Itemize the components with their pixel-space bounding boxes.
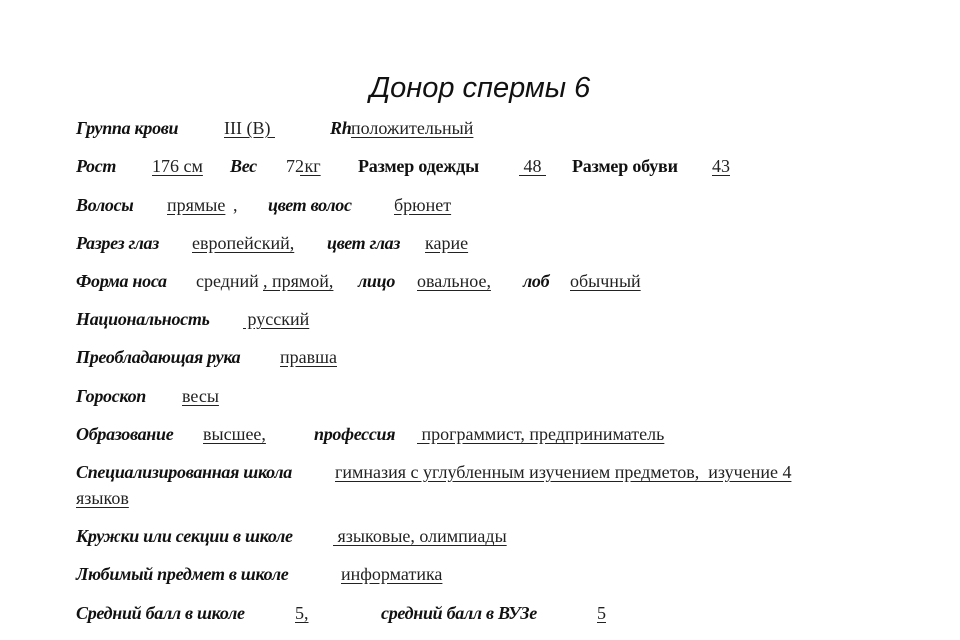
- field-label: Гороскоп: [76, 386, 146, 406]
- field-value: 72: [286, 156, 304, 176]
- field-value: языковые, олимпиады: [333, 526, 507, 546]
- field-value: брюнет: [394, 195, 452, 215]
- field-value: гимназия с углубленным изучением предметов, изучение 4: [335, 462, 792, 482]
- field-label: Вес: [230, 156, 257, 176]
- field-value: 5,: [295, 603, 309, 623]
- field-label: Средний балл в школе: [76, 603, 245, 623]
- field-value: информатика: [341, 564, 443, 584]
- field-value: III (B): [224, 118, 275, 138]
- field-label: Волосы: [76, 195, 134, 215]
- field-label: цвет волос: [268, 195, 352, 215]
- field-label: Любимый предмет в школе: [76, 564, 289, 584]
- field-label: Размер одежды: [358, 156, 479, 176]
- field-value: европейский,: [192, 233, 295, 253]
- field-value: 48: [519, 156, 546, 176]
- field-label: средний балл в ВУЗе: [381, 603, 537, 623]
- field-label: лоб: [523, 271, 550, 291]
- field-label: Образование: [76, 424, 174, 444]
- document-title: Донор спермы 6: [369, 72, 591, 104]
- field-value: 5: [597, 603, 606, 623]
- field-value: кг: [300, 156, 321, 176]
- field-value: программист, предприниматель: [417, 424, 665, 444]
- field-value: , прямой,: [263, 271, 334, 291]
- field-label: цвет глаз: [327, 233, 401, 253]
- field-label: лицо: [358, 271, 396, 291]
- field-label: Rh: [330, 118, 352, 138]
- field-label: Группа крови: [76, 118, 179, 138]
- field-label: Разрез глаз: [76, 233, 159, 253]
- field-value: прямые: [167, 195, 226, 215]
- field-label: Преобладающая рука: [76, 347, 241, 367]
- field-value: высшее,: [203, 424, 266, 444]
- field-value: 176 см: [152, 156, 203, 176]
- field-label: Форма носа: [76, 271, 167, 291]
- field-value: обычный: [570, 271, 641, 291]
- field-value: весы: [182, 386, 219, 406]
- field-value: карие: [425, 233, 469, 253]
- field-value: языков: [76, 488, 129, 508]
- field-value: ,: [233, 195, 238, 215]
- field-value: средний: [196, 271, 259, 291]
- field-value: правша: [280, 347, 337, 367]
- field-label: Национальность: [76, 309, 210, 329]
- field-value: положительный: [351, 118, 474, 138]
- field-value: овальное,: [417, 271, 491, 291]
- field-label: Рост: [76, 156, 117, 176]
- field-label: Размер обуви: [572, 156, 678, 176]
- field-label: Специализированная школа: [76, 462, 293, 482]
- field-label: Кружки или секции в школе: [76, 526, 293, 546]
- field-label: профессия: [314, 424, 396, 444]
- field-value: 43: [712, 156, 730, 176]
- field-value: русский: [243, 309, 310, 329]
